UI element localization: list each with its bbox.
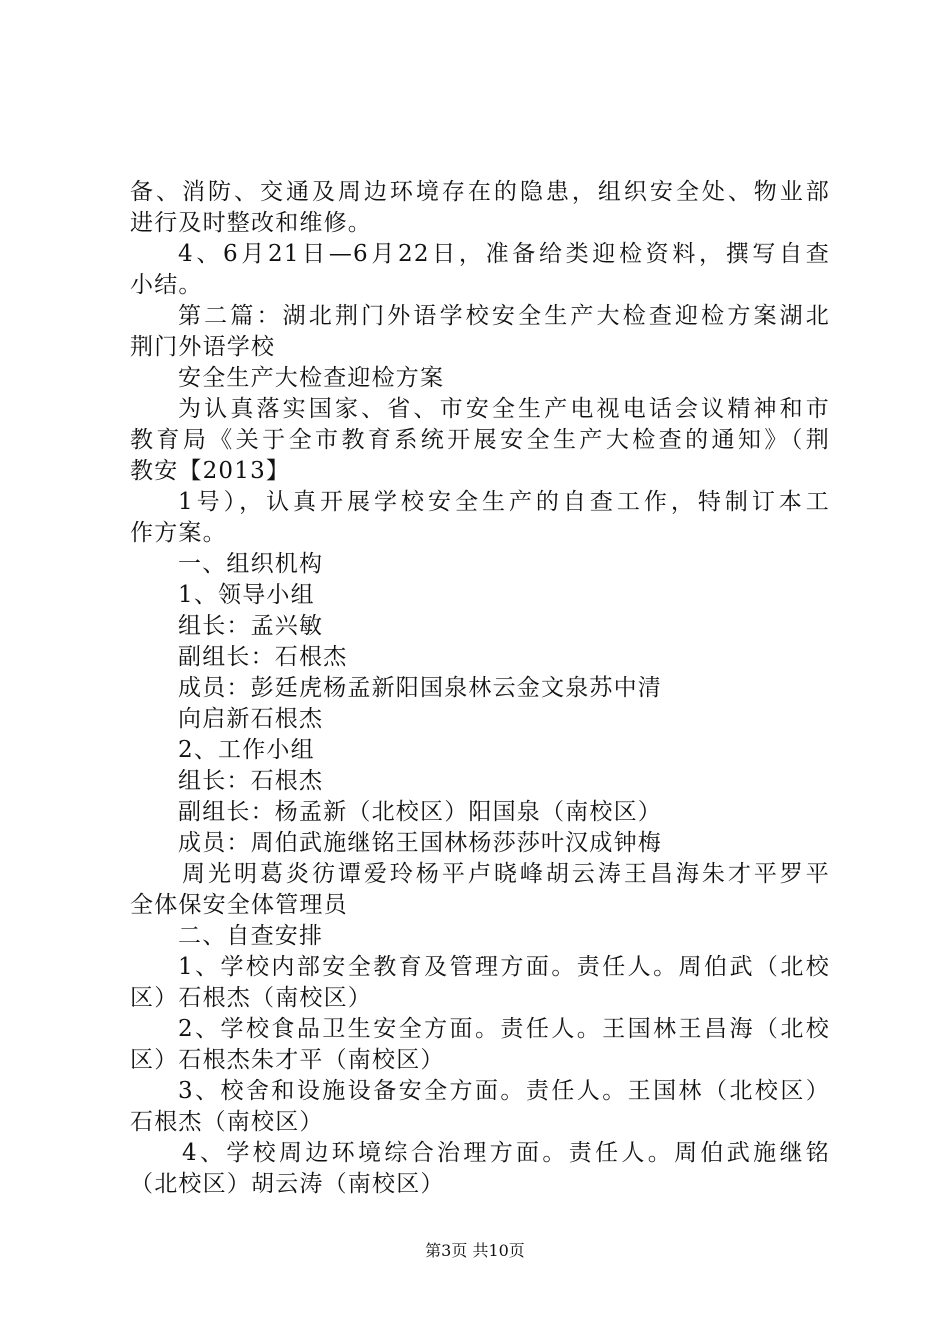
text-line: 成员：彭廷虎杨孟新阳国泉林云金文泉苏中清 [178,675,662,701]
text-line: 区）石根杰（南校区） [130,985,372,1011]
text-line: 副组长：杨孟新（北校区）阳国泉（南校区） [178,799,662,825]
text-line: 组长：石根杰 [178,768,324,794]
section-heading: 二、自查安排 [178,923,324,949]
text-line: 1号），认真开展学校安全生产的自查工作，特制订本工 [178,489,830,515]
text-line: 教安【2013】 [130,458,291,484]
text-line: 3、校舍和设施设备安全方面。责任人。王国林（北校区） [178,1078,830,1104]
text-line: 全体保安全体管理员 [130,892,348,918]
text-line: 成员：周伯武施继铭王国林杨莎莎叶汉成钟梅 [178,830,662,856]
section-heading: 一、组织机构 [178,551,324,577]
subsection-heading: 1、领导小组 [178,582,315,608]
text-line: 作方案。 [130,520,227,546]
text-line: 副组长：石根杰 [178,644,348,670]
text-line: 组长：孟兴敏 [178,613,324,639]
text-line: 周光明葛炎彷谭爱玲杨平卢晓峰胡云涛王昌海朱才平罗平 [182,861,830,887]
text-line: 区）石根杰朱才平（南校区） [130,1047,445,1073]
section-heading: 第二篇：湖北荆门外语学校安全生产大检查迎检方案湖北 [178,303,830,329]
subsection-heading: 2、工作小组 [178,737,315,763]
section-heading: 荆门外语学校 [130,334,276,360]
text-line: 进行及时整改和维修。 [130,210,372,236]
text-line: 2、学校食品卫生安全方面。责任人。王国林王昌海（北校 [178,1016,830,1042]
page-number: 第3页 共10页 [425,1241,525,1260]
text-line: 向启新石根杰 [178,706,324,732]
text-line: 小结。 [130,272,203,298]
text-line: 备、消防、交通及周边环境存在的隐患，组织安全处、物业部 [130,179,830,205]
text-line: （北校区）胡云涛（南校区） [130,1171,445,1197]
text-line: 4、6月21日—6月22日，准备给类迎检资料，撰写自查 [178,241,830,267]
text-line: 为认真落实国家、省、市安全生产电视电话会议精神和市 [178,396,830,422]
text-line: 4、学校周边环境综合治理方面。责任人。周伯武施继铭 [182,1140,830,1166]
text-line: 1、学校内部安全教育及管理方面。责任人。周伯武（北校 [178,954,830,980]
text-line: 石根杰（南校区） [130,1109,324,1135]
text-line: 教育局《关于全市教育系统开展安全生产大检查的通知》（荆 [130,427,830,453]
document-title: 安全生产大检查迎检方案 [178,365,445,391]
